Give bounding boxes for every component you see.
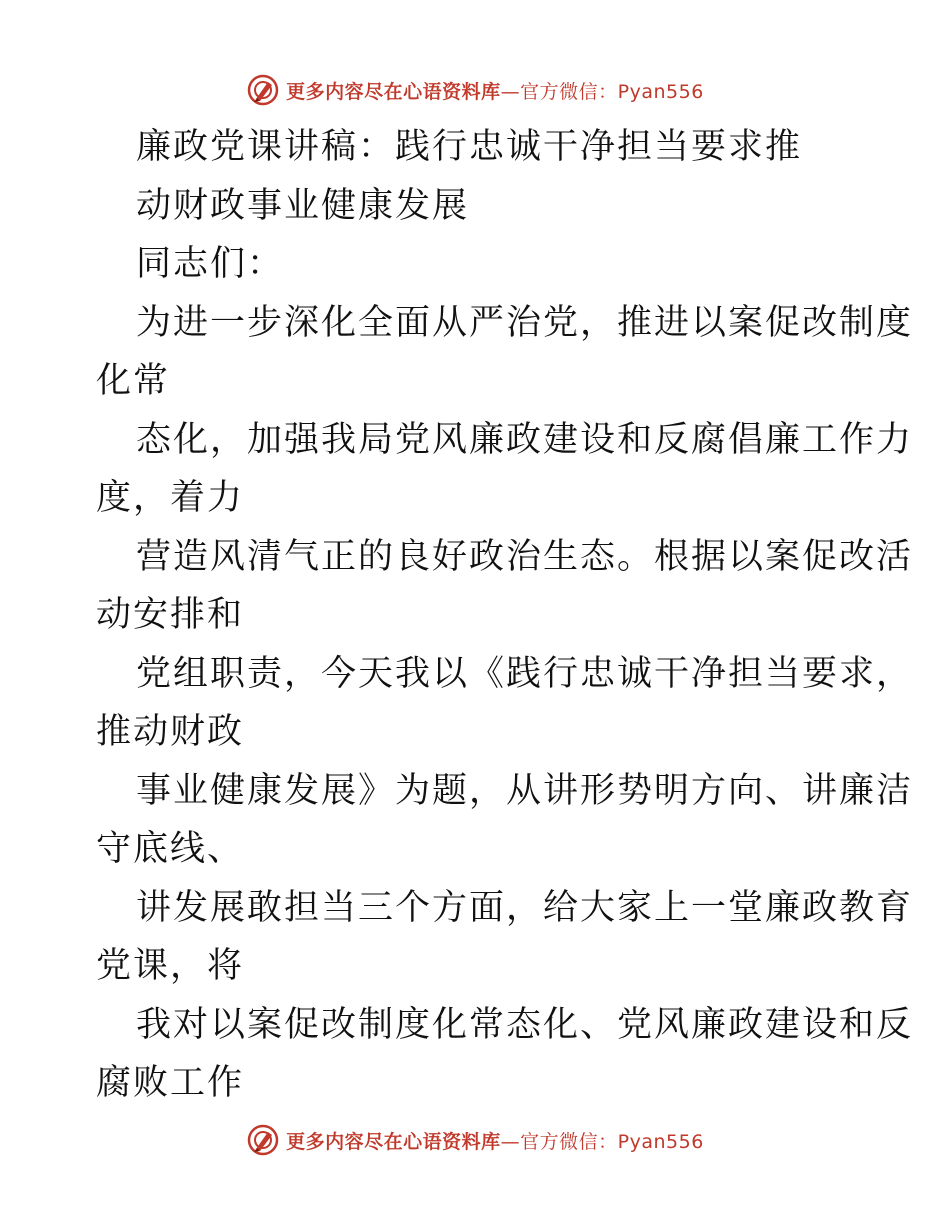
watermark-wechat: 官方微信：Pyan556 (520, 1130, 704, 1153)
body-line: 度，着力 (96, 478, 245, 518)
watermark-dash: — (500, 80, 521, 103)
body-line: 腐败工作 (96, 1063, 245, 1103)
body-line: 事业健康发展》为题，从讲形势明方向、讲廉洁 (136, 770, 914, 811)
pen-logo-icon (246, 1123, 280, 1157)
body-line: 推动财政 (96, 712, 245, 752)
document-body (96, 118, 914, 1113)
body-line: 我对以案促改制度化常态化、党风廉政建设和反 (136, 1004, 914, 1045)
body-line: 党课，将 (96, 946, 245, 986)
title-line-1: 廉政党课讲稿：践行忠诚干净担当要求推 (136, 127, 803, 167)
salutation: 同志们： (136, 244, 285, 284)
body-line: 营造风清气正的良好政治生态。根据以案促改活 (136, 536, 914, 577)
watermark-dash: — (500, 1130, 521, 1153)
watermark (246, 73, 704, 107)
page-header-watermark (0, 70, 950, 110)
body-line: 讲发展敢担当三个方面，给大家上一堂廉政教育 (136, 887, 914, 928)
watermark-wechat: 官方微信：Pyan556 (520, 80, 704, 103)
body-line: 动安排和 (96, 595, 245, 635)
body-line: 党组职责，今天我以《践行忠诚干净担当要求， (136, 653, 914, 694)
pen-logo-icon (246, 73, 280, 107)
body-line: 态化，加强我局党风廉政建设和反腐倡廉工作力 (136, 419, 914, 460)
watermark (246, 1123, 704, 1157)
watermark-text (286, 1127, 704, 1154)
body-line: 化常 (96, 361, 171, 401)
watermark-text (286, 77, 704, 104)
watermark-brand: 更多内容尽在心语资料库 (286, 80, 501, 103)
body-line: 为进一步深化全面从严治党，推进以案促改制度 (136, 302, 914, 343)
page-footer-watermark (0, 1120, 950, 1160)
title-line-2: 动财政事业健康发展 (136, 185, 470, 226)
body-line: 守底线、 (96, 829, 245, 869)
watermark-brand: 更多内容尽在心语资料库 (286, 1130, 501, 1153)
